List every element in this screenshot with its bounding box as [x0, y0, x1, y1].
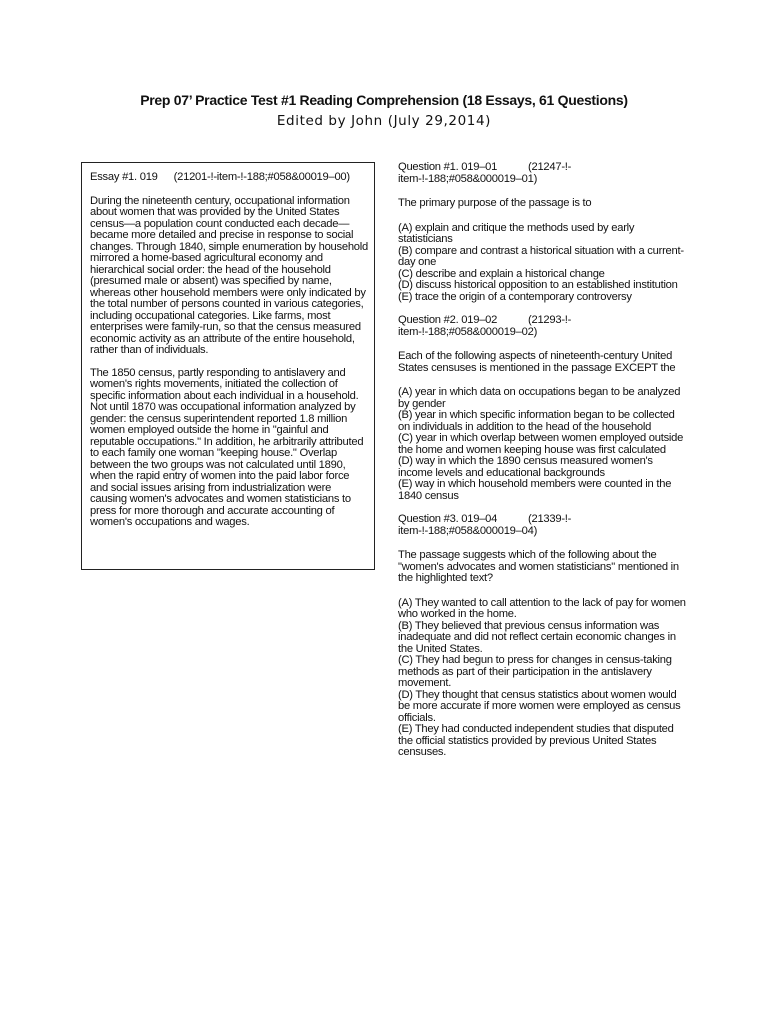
- essay-header: [90, 172, 368, 184]
- question-id-cont: item-!-188;#058&000019–04): [398, 524, 538, 537]
- essay-passage-box: [81, 162, 375, 570]
- answer-option-c[interactable]: (C) describe and explain a historical change: [398, 267, 605, 280]
- answer-option-d[interactable]: (D) discuss historical opposition to an established institution: [398, 279, 678, 291]
- question-header: [398, 162, 688, 174]
- question-number: Question #2. 019–02: [398, 314, 498, 326]
- answer-option-b[interactable]: (B) year in which specific information began to be collected on individuals in addition to the head of the household: [398, 409, 675, 433]
- answer-option-e[interactable]: (E) trace the origin of a contemporary controversy: [398, 290, 632, 303]
- essay-label: Essay #1. 019: [90, 171, 158, 183]
- page-subtitle: Edited by John (July 29,2014): [276, 113, 492, 129]
- question-id-cont: item-!-188;#058&000019–01): [398, 172, 538, 185]
- answer-option-a[interactable]: (A) explain and critique the methods used by early statisticians: [398, 221, 635, 245]
- essay-paragraph: The 1850 census, partly responding to antislavery and women's rights movements, initiated the collection of specific information about each individual in a household. Not until 1870 was occupational information analyzed by gender: the census superintendent reported 1.8 million women employed outside the home in "gainful and reputable occupations." In addition, he arbitrarily attributed to each family one woman "keeping house." Overlap between the two groups was not calculated until 1890, when the rapid entry of women into the paid labor force and social issues arising from industrialization were causing women's advocates and women statisticians to press for more thorough and accurate accounting of women's occupations and wages.: [90, 366, 364, 528]
- question-id: (21293-!-: [528, 314, 572, 326]
- question-number: Question #1. 019–01: [398, 161, 498, 173]
- answer-option-e[interactable]: (E) They had conducted independent studies that disputed the official statistics provided by previous United States censuses.: [398, 723, 674, 758]
- question-number: Question #3. 019–04: [398, 513, 498, 525]
- question-header: [398, 514, 688, 526]
- question-id: (21339-!-: [528, 513, 572, 525]
- question-id: (21247-!-: [528, 161, 572, 173]
- answer-option-b[interactable]: (B) They believed that previous census information was inadequate and did not reflect certain economic changes in the United States.: [398, 619, 676, 655]
- question-block: [398, 514, 688, 759]
- answer-option-b[interactable]: (B) compare and contrast a historical situation with a current-day one: [398, 244, 684, 268]
- answer-option-d[interactable]: (D) way in which the 1890 census measured women's income levels and educational backgrounds: [398, 455, 653, 479]
- question-block: [398, 315, 688, 502]
- answer-option-a[interactable]: (A) year in which data on occupations began to be analyzed by gender: [398, 386, 681, 410]
- essay-paragraph: During the nineteenth century, occupational information about women that was provided by the United States census—a population count conducted each decade—became more detailed and precise in response to social changes. Through 1840, simple enumeration by household mirrored a home-based agricultural economy and hierarchical social order: the head of the household (presumed male or absent) was specified by name, whereas other household members were only indicated by the total number of persons counted in various categories, including occupational categories. Like farms, most enterprises were family-run, so that the census measured economic activity as an attribute of the entire household, rather than of individuals.: [90, 194, 368, 356]
- answer-option-e[interactable]: (E) way in which household members were counted in the 1840 census: [398, 478, 672, 502]
- question-header: [398, 315, 688, 327]
- answer-option-c[interactable]: (C) They had begun to press for changes in census-taking methods as part of their participation in the antislavery movement.: [398, 654, 672, 689]
- question-stem: The passage suggests which of the following about the "women's advocates and women statisticians" mentioned in the highlighted text?: [398, 549, 679, 584]
- question-block: [398, 162, 688, 303]
- page-title: Prep 07’ Practice Test #1 Reading Comprehension (18 Essays, 61 Questions): [140, 92, 628, 108]
- answer-option-c[interactable]: (C) year in which overlap between women employed outside the home and women keeping house was first calculated: [398, 432, 684, 456]
- question-stem: The primary purpose of the passage is to: [398, 197, 592, 209]
- question-stem: Each of the following aspects of nineteenth-century United States censuses is mentioned in the passage EXCEPT the: [398, 350, 676, 374]
- essay-id: (21201-!-item-!-188;#058&00019–00): [173, 171, 350, 183]
- question-id-cont: item-!-188;#058&000019–02): [398, 325, 538, 338]
- answer-option-d[interactable]: (D) They thought that census statistics about women would be more accurate if more women were employed as census officials.: [398, 688, 681, 724]
- questions-column: [398, 162, 688, 759]
- answer-option-a[interactable]: (A) They wanted to call attention to the lack of pay for women who worked in the home.: [398, 596, 686, 620]
